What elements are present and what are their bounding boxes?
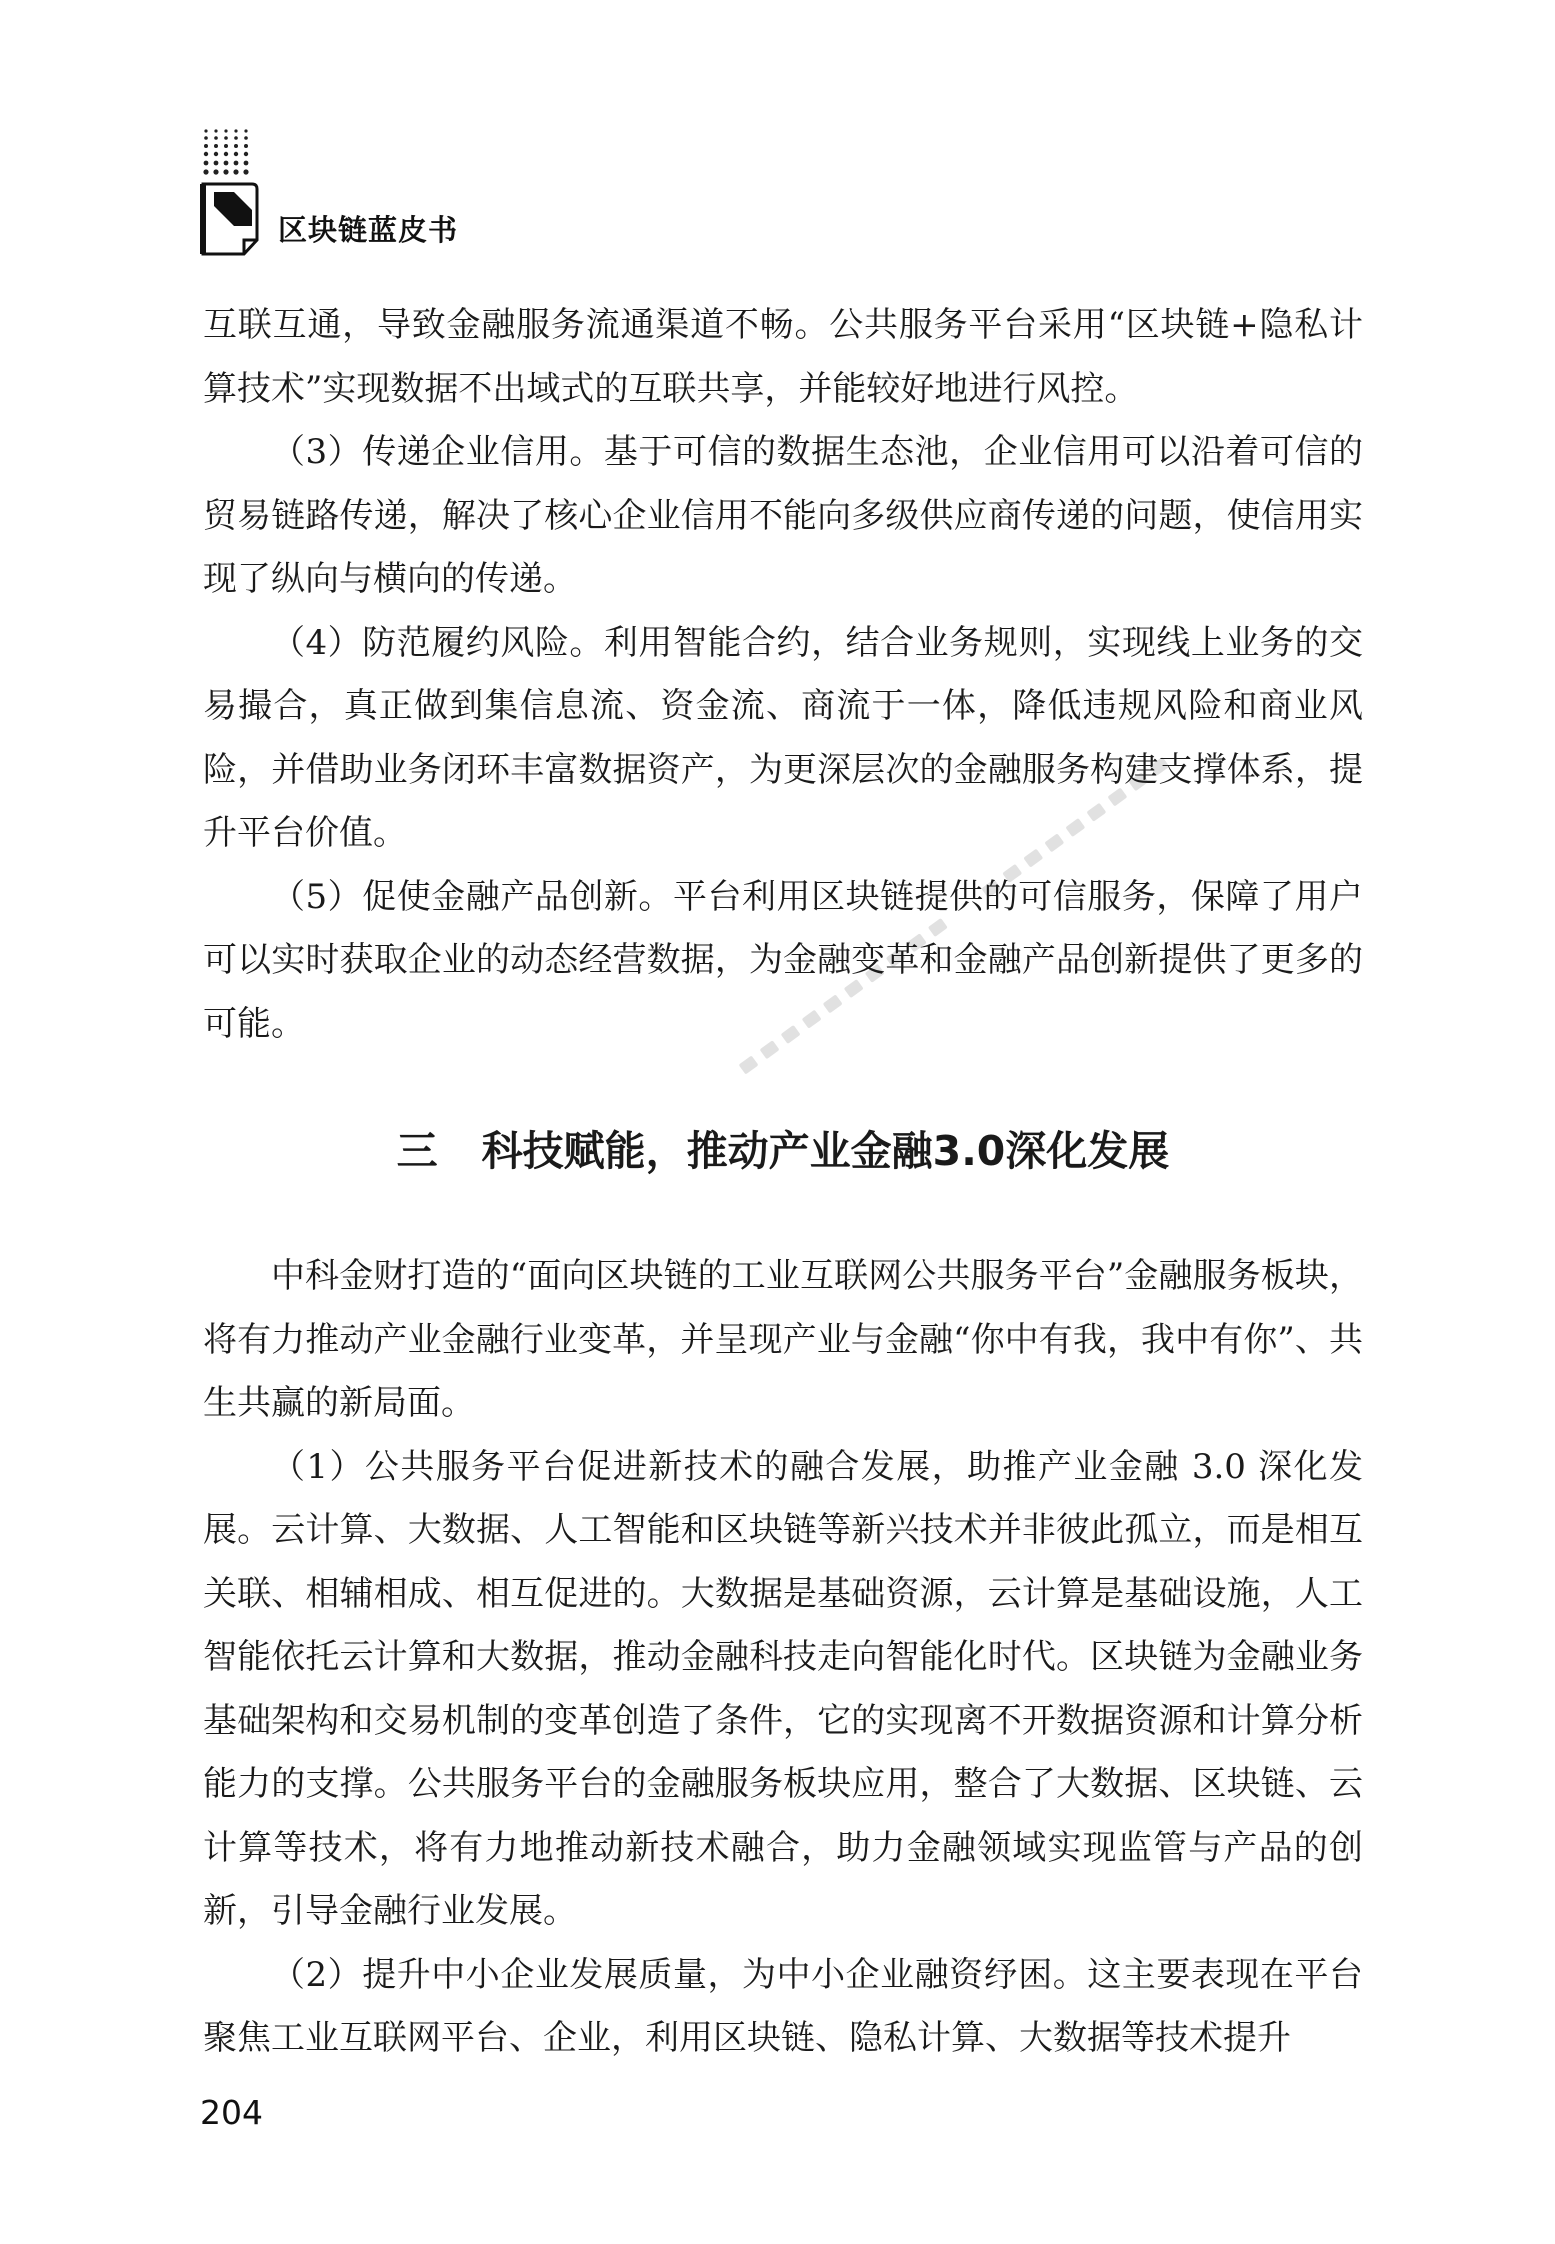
section-number: 三 — [396, 1127, 438, 1175]
paragraph: （1）公共服务平台促进新技术的融合发展，助推产业金融 3.0 深化发展。云计算、大数据、人工智能和区块链等新兴技术并非彼此孤立，而是相互关联、相辅相成、相互促进的。大数据是基础资源，云计算是基础设施，人工智能依托云计算和大数据，推动金融科技走向智能化时代。区块链为金融业务基础架构和交易机制的变革创造了条件，它的实现离不开数据资源和计算分析能力的支撑。公共服务平台的金融服务板块应用，整合了大数据、区块链、云计算等技术，将有力地推动新技术融合，助力金融领域实现监管与产品的创新，引导金融行业发展。 — [203, 1446, 1363, 1931]
section-title: 科技赋能，推动产业金融3.0深化发展 — [481, 1127, 1170, 1175]
page-number: 204 — [200, 2093, 263, 2132]
paragraph: （2）提升中小企业发展质量，为中小企业融资纾困。这主要表现在平台聚焦工业互联网平台、企业，利用区块链、隐私计算、大数据等技术提升 — [203, 1954, 1363, 2058]
running-header-title: 区块链蓝皮书 — [278, 213, 459, 247]
paragraph: （5）促使金融产品创新。平台利用区块链提供的可信服务，保障了用户可以实时获取企业的动态经营数据，为金融变革和金融产品创新提供了更多的可能。 — [203, 876, 1363, 1044]
book-corner-logo-icon — [200, 128, 264, 260]
paragraph: （4）防范履约风险。利用智能合约，结合业务规则，实现线上业务的交易撮合，真正做到集信息流、资金流、商流于一体，降低违规风险和商业风险，并借助业务闭环丰富数据资产，为更深层次的金融服务构建支撑体系，提升平台价值。 — [203, 622, 1363, 853]
paragraph: （3）传递企业信用。基于可信的数据生态池，企业信用可以沿着可信的贸易链路传递，解决了核心企业信用不能向多级供应商传递的问题，使信用实现了纵向与横向的传递。 — [203, 432, 1363, 599]
paragraph: 中科金财打造的“面向区块链的工业互联网公共服务平台”金融服务板块，将有力推动产业金融行业变革，并呈现产业与金融“你中有我，我中有你”、共生共赢的新局面。 — [203, 1256, 1363, 1423]
paragraph: 互联互通，导致金融服务流通渠道不畅。公共服务平台采用“区块链+隐私计算技术”实现数据不出域式的互联共享，并能较好地进行风控。 — [203, 305, 1363, 409]
page-body — [203, 294, 1363, 2071]
section-heading — [203, 1111, 1363, 1191]
running-header — [200, 128, 600, 263]
